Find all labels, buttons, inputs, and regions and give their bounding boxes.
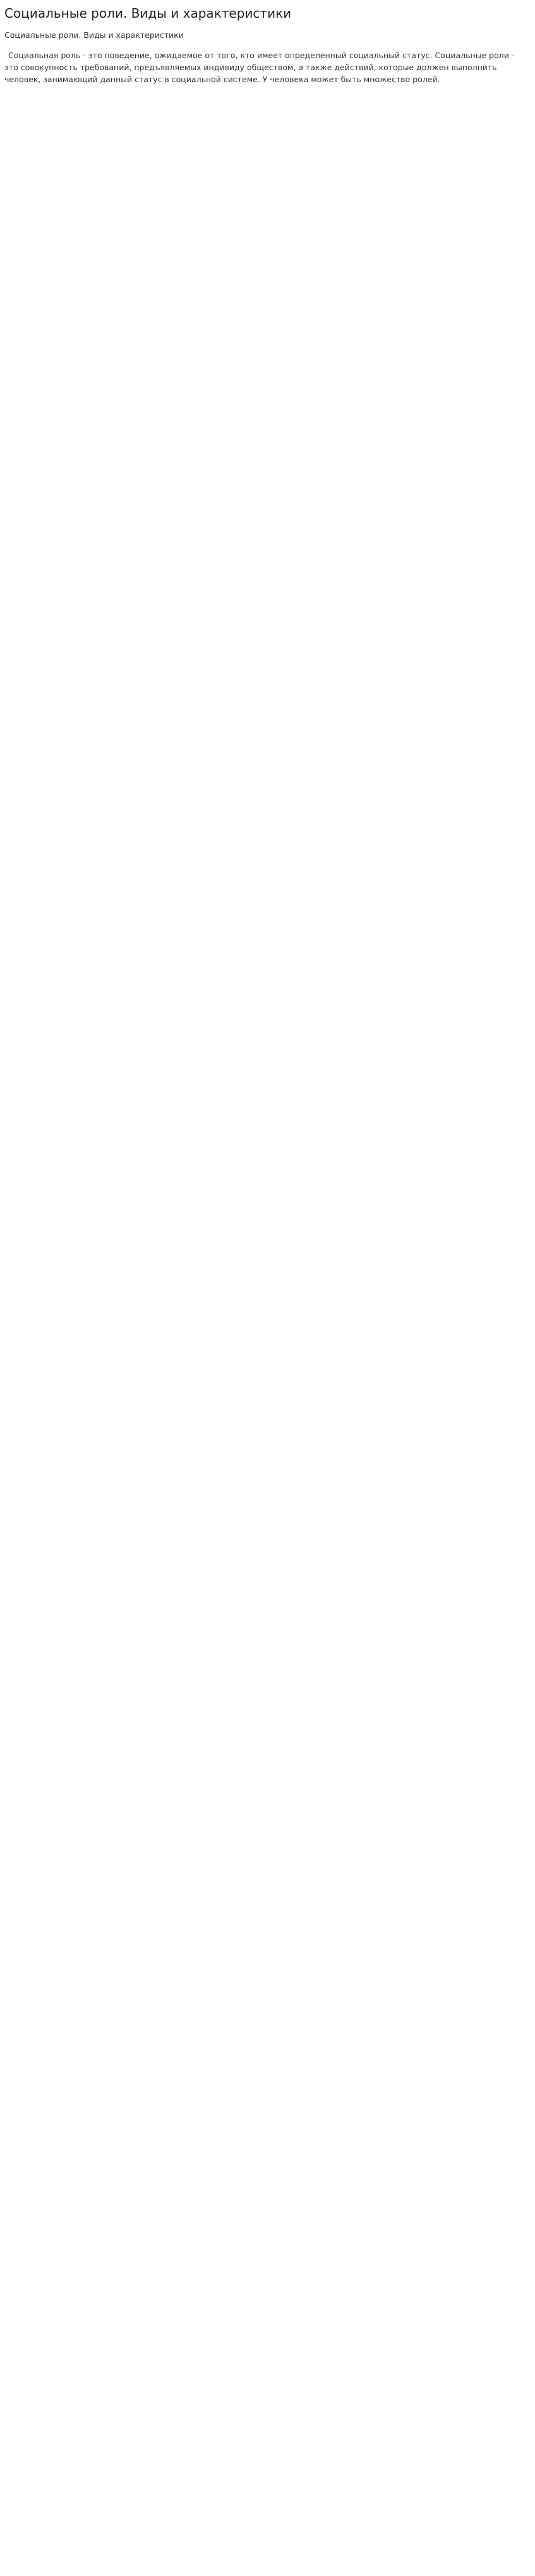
article-paragraph: Социальная роль - это поведение, ожидаемое от того, кто имеет определенный социальный статус. Социальные роли - это совокупность требований, предъявляемых индивиду обществом, а также действий, которые должен выполнить человек, занимающий данный статус в социальной системе. У человека может быть множество ролей. xyxy=(4,51,515,84)
article-body xyxy=(4,49,531,85)
article-page xyxy=(0,0,535,85)
article-title: Социальные роли. Виды и характеристики xyxy=(4,6,292,21)
article-subtitle: Социальные роли. Виды и характеристики xyxy=(4,30,184,40)
